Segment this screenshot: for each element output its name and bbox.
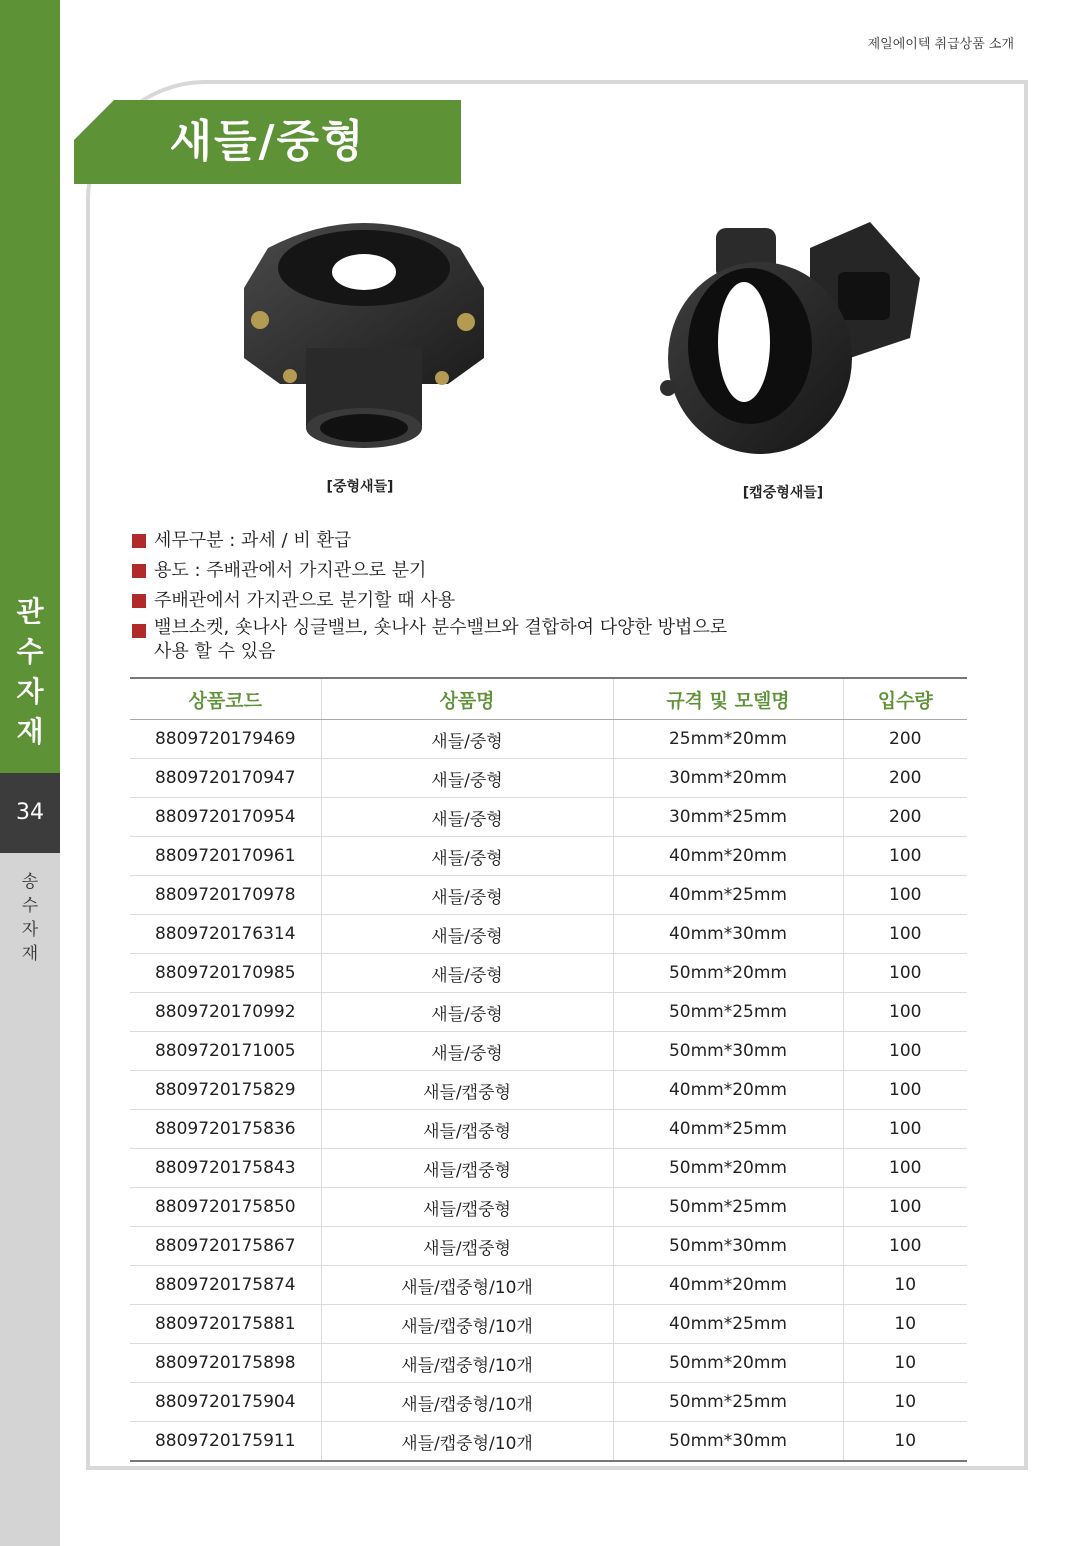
cell-name: 새들/중형 [321,876,613,915]
cell-code: 8809720171005 [130,1032,321,1071]
table-row [130,1071,967,1110]
cell-code: 8809720175867 [130,1227,321,1266]
cell-code: 8809720175881 [130,1305,321,1344]
cell-qty: 100 [843,954,967,993]
cell-qty: 100 [843,1188,967,1227]
cell-name: 새들/중형 [321,915,613,954]
cell-spec: 40mm*25mm [613,1110,843,1149]
cell-name: 새들/캡중형/10개 [321,1383,613,1422]
cell-code: 8809720175843 [130,1149,321,1188]
cell-qty: 200 [843,798,967,837]
cell-qty: 100 [843,1032,967,1071]
cell-name: 새들/중형 [321,993,613,1032]
cell-spec: 50mm*30mm [613,1227,843,1266]
cell-qty: 200 [843,759,967,798]
cell-qty: 100 [843,1110,967,1149]
cell-code: 8809720175850 [130,1188,321,1227]
cell-spec: 40mm*30mm [613,915,843,954]
cell-code: 8809720176314 [130,915,321,954]
cell-spec: 50mm*25mm [613,1383,843,1422]
cell-name: 새들/중형 [321,1032,613,1071]
table-row [130,1422,967,1462]
cell-qty: 100 [843,1071,967,1110]
product-table [130,677,967,1462]
cell-name: 새들/캡중형/10개 [321,1422,613,1462]
cell-name: 새들/캡중형/10개 [321,1266,613,1305]
feature-item: 밸브소켓, 숏나사 싱글밸브, 숏나사 분수밸브와 결합하여 다양한 방법으로 사용 할 수 있음 [130,616,890,664]
cell-spec: 50mm*20mm [613,954,843,993]
feature-item: 용도 : 주배관에서 가지관으로 분기 [130,556,890,586]
cell-spec: 50mm*25mm [613,993,843,1032]
table-row [130,915,967,954]
cell-spec: 50mm*20mm [613,1344,843,1383]
cell-spec: 40mm*25mm [613,1305,843,1344]
cell-qty: 100 [843,993,967,1032]
cell-spec: 50mm*30mm [613,1422,843,1462]
cell-code: 8809720175904 [130,1383,321,1422]
col-header-name: 상품명 [321,678,613,720]
cell-spec: 50mm*25mm [613,1188,843,1227]
cell-qty: 10 [843,1422,967,1462]
cell-spec: 30mm*20mm [613,759,843,798]
sidebar-category: 관 수 자 재 [16,595,44,748]
table-row [130,1266,967,1305]
cell-spec: 40mm*20mm [613,837,843,876]
product-caption-medium-saddle: [중형새들] [326,479,394,495]
table-row [130,1344,967,1383]
cell-qty: 10 [843,1383,967,1422]
cell-qty: 10 [843,1305,967,1344]
cell-code: 8809720175874 [130,1266,321,1305]
cell-spec: 50mm*30mm [613,1032,843,1071]
col-header-code: 상품코드 [130,678,321,720]
cell-name: 새들/캡중형 [321,1188,613,1227]
medium-saddle-image [238,208,490,452]
table-row [130,1032,967,1071]
cell-code: 8809720170978 [130,876,321,915]
table-row [130,1188,967,1227]
feature-item: 주배관에서 가지관으로 분기할 때 사용 [130,586,890,616]
cell-spec: 40mm*20mm [613,1071,843,1110]
cell-qty: 100 [843,1149,967,1188]
cell-code: 8809720170992 [130,993,321,1032]
cell-name: 새들/캡중형 [321,1227,613,1266]
table-row [130,1110,967,1149]
cell-name: 새들/중형 [321,837,613,876]
col-header-spec: 규격 및 모델명 [613,678,843,720]
table-row [130,1383,967,1422]
cell-qty: 100 [843,1227,967,1266]
page-title: 새들/중형 [169,116,366,167]
cell-qty: 10 [843,1266,967,1305]
page-header: 제일에이텍 취급상품 소개 [867,37,1014,52]
cell-qty: 100 [843,876,967,915]
cell-name: 새들/캡중형 [321,1110,613,1149]
cell-name: 새들/캡중형/10개 [321,1344,613,1383]
cell-name: 새들/중형 [321,798,613,837]
cell-code: 8809720179469 [130,720,321,759]
table-row [130,1227,967,1266]
table-row [130,954,967,993]
feature-list [130,526,890,664]
cell-spec: 40mm*25mm [613,876,843,915]
table-header-row [130,678,967,720]
cell-qty: 100 [843,837,967,876]
table-row [130,759,967,798]
table-row [130,876,967,915]
cell-code: 8809720175836 [130,1110,321,1149]
product-caption-cap-medium-saddle: [캡중형새들] [742,485,824,501]
cell-spec: 40mm*20mm [613,1266,843,1305]
cell-code: 8809720170961 [130,837,321,876]
sidebar-subcategory: 송 수 자 재 [21,872,39,964]
table-row [130,1149,967,1188]
cell-name: 새들/중형 [321,759,613,798]
cell-qty: 10 [843,1344,967,1383]
feature-item: 세무구분 : 과세 / 비 환급 [130,526,890,556]
cell-name: 새들/캡중형 [321,1071,613,1110]
cell-qty: 100 [843,915,967,954]
col-header-qty: 입수량 [843,678,967,720]
cap-medium-saddle-image [660,218,928,462]
table-row [130,720,967,759]
cell-code: 8809720170954 [130,798,321,837]
cell-name: 새들/중형 [321,720,613,759]
cell-code: 8809720175911 [130,1422,321,1462]
cell-code: 8809720175898 [130,1344,321,1383]
cell-code: 8809720170947 [130,759,321,798]
table-row [130,1305,967,1344]
cell-name: 새들/중형 [321,954,613,993]
cell-spec: 50mm*20mm [613,1149,843,1188]
cell-spec: 30mm*25mm [613,798,843,837]
table-row [130,798,967,837]
table-row [130,993,967,1032]
page-number: 34 [16,800,44,825]
cell-name: 새들/캡중형/10개 [321,1305,613,1344]
cell-code: 8809720175829 [130,1071,321,1110]
cell-code: 8809720170985 [130,954,321,993]
cell-name: 새들/캡중형 [321,1149,613,1188]
cell-qty: 200 [843,720,967,759]
table-row [130,837,967,876]
cell-spec: 25mm*20mm [613,720,843,759]
